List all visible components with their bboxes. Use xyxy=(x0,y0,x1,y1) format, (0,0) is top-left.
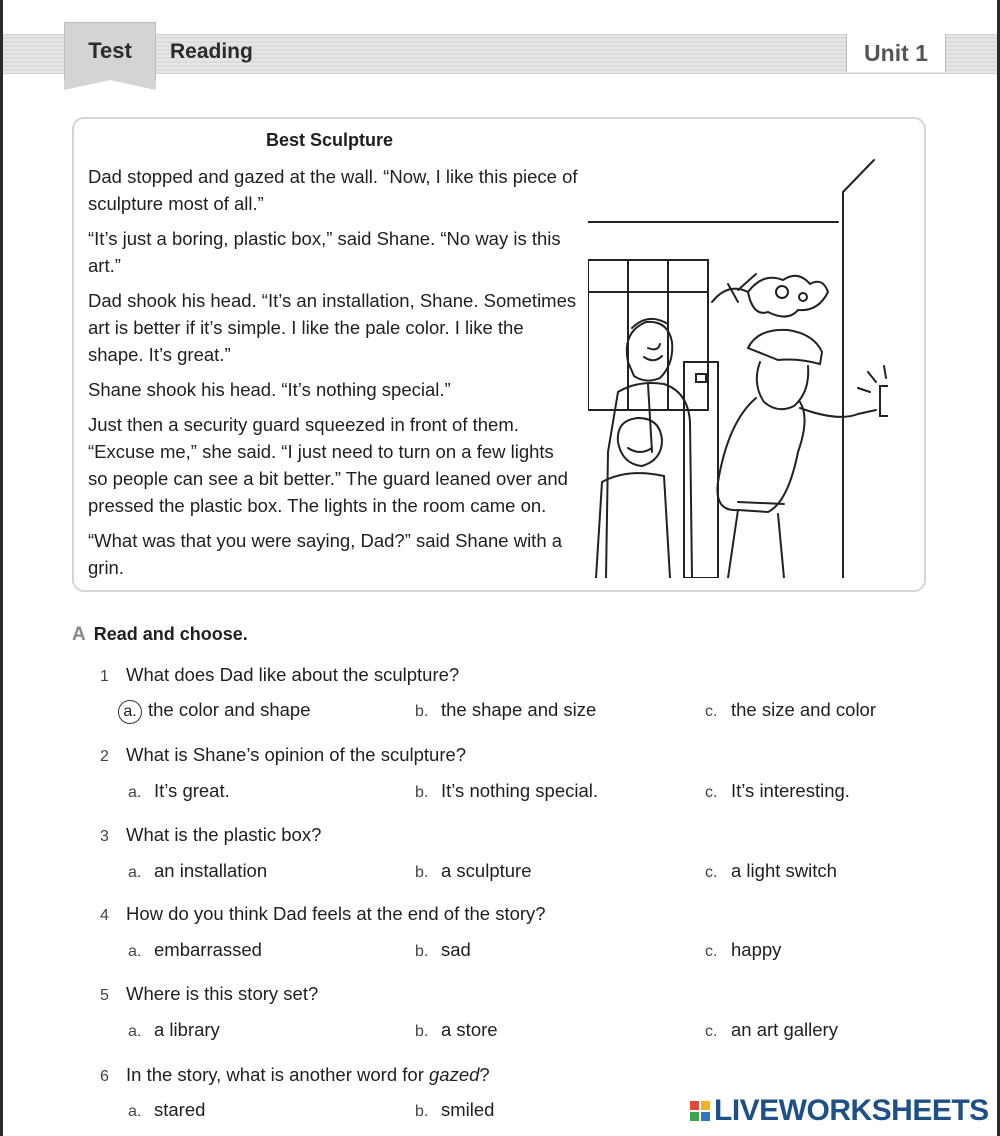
q3-option-a[interactable]: a. an installation xyxy=(128,860,268,881)
story-paragraph-5: Just then a security guard squeezed in front of them. “Excuse me,” she said. “I just need to turn on a few lights so people can see a bit better.” The guard leaned over and pressed the plastic box. The lights in the room came on. xyxy=(88,414,568,516)
gallery-illustration xyxy=(588,152,888,578)
q3-option-b[interactable]: b. a sculpture xyxy=(415,860,532,881)
liveworksheets-watermark xyxy=(690,1094,989,1128)
question-4: 4 How do you think Dad feels at the end of the story? xyxy=(100,903,546,924)
q4-option-c[interactable]: c. happy xyxy=(705,939,782,960)
section-letter: A xyxy=(72,624,86,645)
q6-option-a[interactable]: a. stared xyxy=(128,1099,206,1120)
story-paragraph-1: Dad stopped and gazed at the wall. “Now, I like this piece of sculpture most of all.” xyxy=(88,166,578,214)
q6-option-b[interactable]: b. smiled xyxy=(415,1099,495,1120)
q2-option-a[interactable]: a. It’s great. xyxy=(128,780,230,801)
section-title: Reading xyxy=(170,40,253,63)
liveworksheets-logo-icon xyxy=(690,1101,710,1121)
section-a-heading xyxy=(72,624,248,646)
story-paragraph-2: “It’s just a boring, plastic box,” said Shane. “No way is this art.” xyxy=(88,228,561,276)
q5-option-c[interactable]: c. an art gallery xyxy=(705,1019,838,1040)
story-text xyxy=(88,163,578,589)
story-paragraph-4: Shane shook his head. “It’s nothing special.” xyxy=(88,379,451,400)
story-paragraph-3: Dad shook his head. “It’s an installation, Shane. Sometimes art is better if it’s simple. I like the pale color. I like the shape. It’s great.” xyxy=(88,290,577,365)
question-2: 2 What is Shane’s opinion of the sculpture? xyxy=(100,744,467,765)
question-6: 6 In the story, what is another word for gazed? xyxy=(100,1064,490,1085)
q4-option-a[interactable]: a. embarrassed xyxy=(128,939,262,960)
unit-label: Unit 1 xyxy=(864,39,928,66)
q4-option-b[interactable]: b. sad xyxy=(415,939,471,960)
page-border-left xyxy=(0,0,3,1136)
q1-option-a[interactable]: a. the color and shape xyxy=(122,699,311,724)
story-title: Best Sculpture xyxy=(266,130,394,150)
unit-label-box xyxy=(846,34,946,72)
selected-answer-circle: a. xyxy=(118,700,142,724)
q2-option-b[interactable]: b. It’s nothing special. xyxy=(415,780,599,801)
watermark-text: LIVEWORKSHEETS xyxy=(714,1094,989,1127)
story-paragraph-6: “What was that you were saying, Dad?” said Shane with a grin. xyxy=(88,530,563,578)
question-1: 1 What does Dad like about the sculpture? xyxy=(100,664,460,685)
q5-option-a[interactable]: a. a library xyxy=(128,1019,220,1040)
q5-option-b[interactable]: b. a store xyxy=(415,1019,498,1040)
q1-option-b[interactable]: b. the shape and size xyxy=(415,699,597,720)
q3-option-c[interactable]: c. a light switch xyxy=(705,860,837,881)
section-instruction: Read and choose. xyxy=(93,624,248,644)
q1-option-c[interactable]: c. the size and color xyxy=(705,699,877,720)
q2-option-c[interactable]: c. It’s interesting. xyxy=(705,780,850,801)
question-5: 5 Where is this story set? xyxy=(100,983,319,1004)
question-3: 3 What is the plastic box? xyxy=(100,824,322,845)
test-tab xyxy=(64,22,156,80)
test-tab-label: Test xyxy=(88,38,132,63)
